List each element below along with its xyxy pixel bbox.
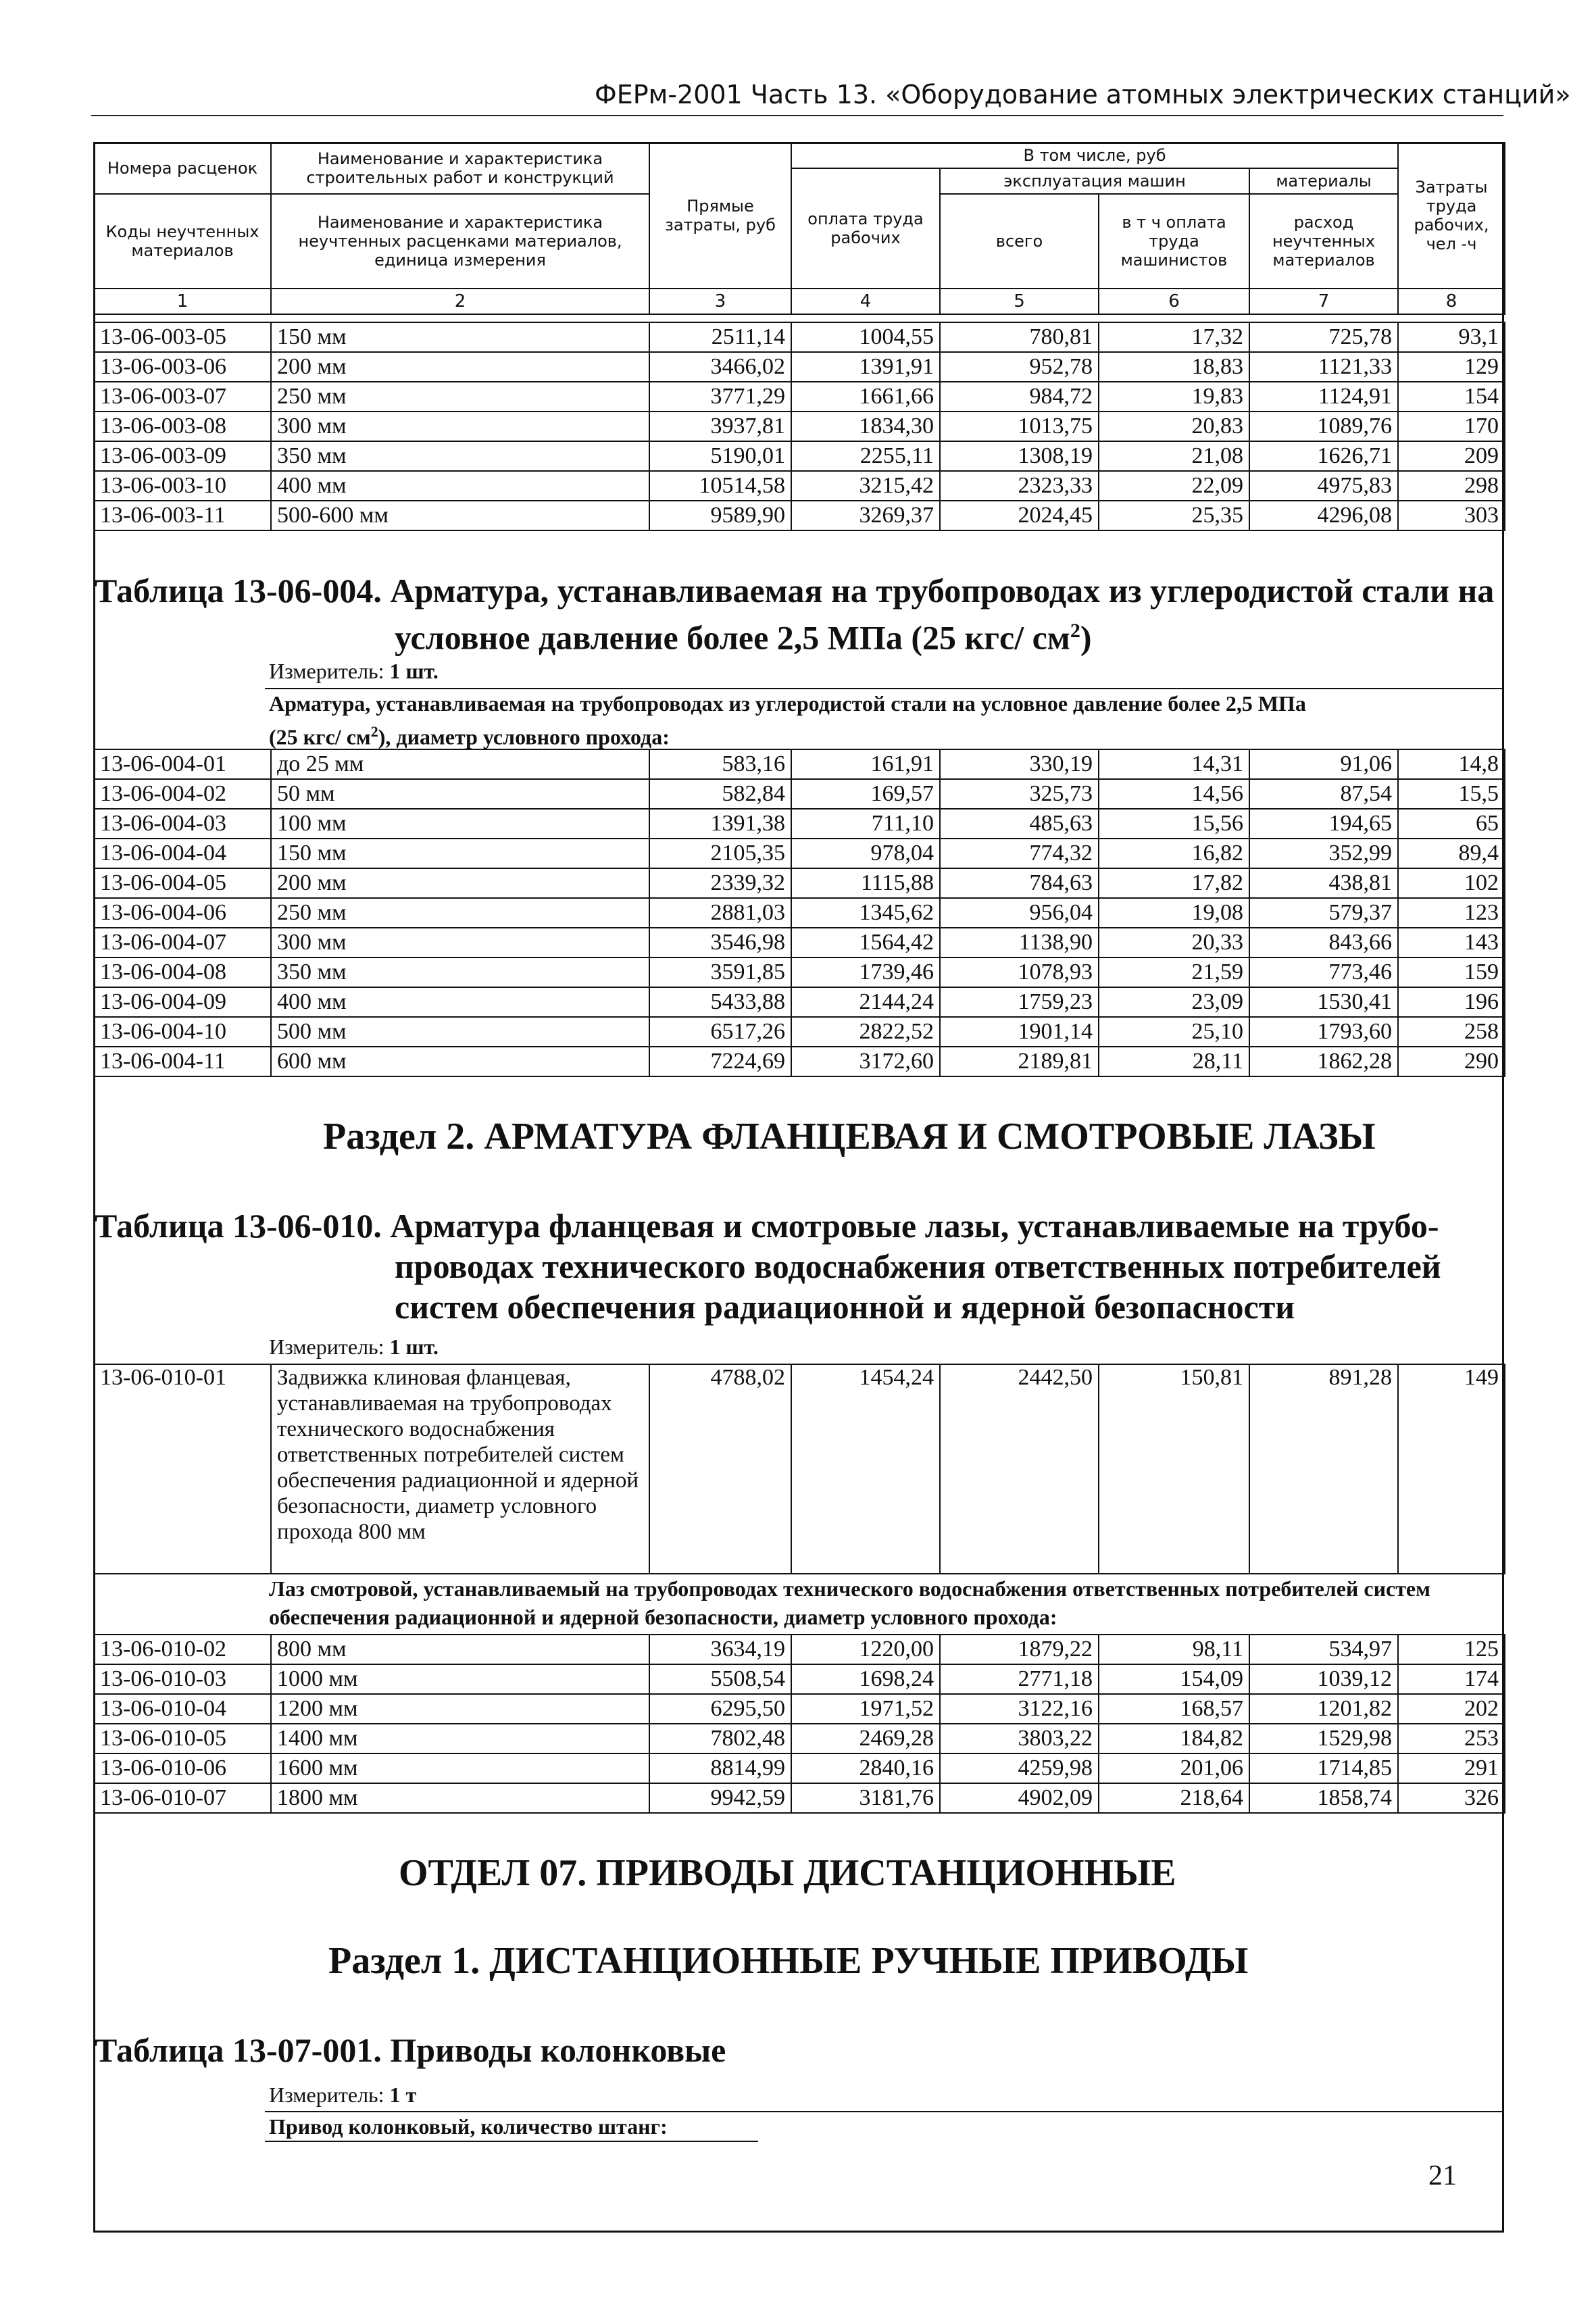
row-machines-total: 4259,98 — [940, 1753, 1099, 1783]
row-machines-total: 956,04 — [940, 898, 1099, 928]
row-materials: 773,46 — [1249, 957, 1398, 987]
row-code: 13-06-004-09 — [94, 987, 271, 1017]
row-machinists: 14,31 — [1099, 749, 1249, 779]
row-labor: 15,5 — [1398, 779, 1505, 809]
row-machinists: 17,82 — [1099, 868, 1249, 898]
row-direct-costs: 3546,98 — [649, 928, 791, 957]
row-materials: 579,37 — [1249, 898, 1398, 928]
table-row — [94, 441, 1505, 471]
row-direct-costs: 3591,85 — [649, 957, 791, 987]
row-machines-total: 780,81 — [940, 322, 1099, 352]
row-machines-total: 2771,18 — [940, 1664, 1099, 1694]
row-labor: 154 — [1398, 382, 1505, 412]
row-materials: 1529,98 — [1249, 1724, 1398, 1753]
row-labor: 209 — [1398, 441, 1505, 471]
row-name: 250 мм — [271, 382, 649, 412]
row-name: 500 мм — [271, 1017, 649, 1047]
row-machinists: 218,64 — [1099, 1783, 1249, 1813]
col-head-wages: оплата труда рабочих — [791, 168, 940, 289]
row-labor: 258 — [1398, 1017, 1505, 1047]
row-direct-costs: 4788,02 — [649, 1364, 791, 1574]
row-wages: 2840,16 — [791, 1753, 940, 1783]
row-labor: 125 — [1398, 1635, 1505, 1664]
row-direct-costs: 2881,03 — [649, 898, 791, 928]
col-head-codes: Номера расценок — [94, 143, 271, 194]
row-direct-costs: 3634,19 — [649, 1635, 791, 1664]
row-materials: 1121,33 — [1249, 352, 1398, 382]
row-labor: 14,8 — [1398, 749, 1505, 779]
row-code: 13-06-004-01 — [94, 749, 271, 779]
row-materials: 1626,71 — [1249, 441, 1398, 471]
row-machines-total: 1078,93 — [940, 957, 1099, 987]
row-name: 200 мм — [271, 868, 649, 898]
row-name: до 25 мм — [271, 749, 649, 779]
row-labor: 196 — [1398, 987, 1505, 1017]
table-004-group-heading: Арматура, устанавливаемая на трубопроводах из углеродистой стали на условное давление более 2,5 МПа (25 кгс/ $см^2$), диаметр условного прохода: — [269, 691, 1306, 749]
row-direct-costs: 3937,81 — [649, 412, 791, 441]
row-code: 13-06-003-09 — [94, 441, 271, 471]
row-direct-costs: 2511,14 — [649, 322, 791, 352]
row-materials: 891,28 — [1249, 1364, 1398, 1574]
table-row — [94, 1694, 1505, 1724]
row-code: 13-06-004-05 — [94, 868, 271, 898]
row-code: 13-06-003-06 — [94, 352, 271, 382]
row-wages: 1454,24 — [791, 1364, 940, 1574]
table-row — [94, 957, 1505, 987]
row-name: 500-600 мм — [271, 501, 649, 530]
table-row — [94, 928, 1505, 957]
row-machines-total: 2323,33 — [940, 471, 1099, 501]
table-07-001-group-heading: Привод колонковый, количество штанг: — [269, 2114, 668, 2139]
row-machinists: 18,83 — [1099, 352, 1249, 382]
row-name: 1600 мм — [271, 1753, 649, 1783]
row-code: 13-06-004-11 — [94, 1047, 271, 1076]
row-machinists: 150,81 — [1099, 1364, 1249, 1574]
table-row — [94, 1664, 1505, 1694]
col-head-name-materials: Наименование и характеристика неучтенных расценками материалов, единица измерения — [271, 194, 649, 289]
row-code: 13-06-004-06 — [94, 898, 271, 928]
row-materials: 1714,85 — [1249, 1753, 1398, 1783]
row-machines-total: 3122,16 — [940, 1694, 1099, 1724]
row-machinists: 17,32 — [1099, 322, 1249, 352]
row-direct-costs: 582,84 — [649, 779, 791, 809]
col-head-materials: материалы — [1249, 168, 1398, 194]
row-code: 13-06-010-02 — [94, 1635, 271, 1664]
table-004-title-2: условное давление более 2,5 МПа (25 кгс/ $см^2$) — [395, 618, 1092, 657]
table-010-first-row — [93, 1364, 1505, 1574]
row-code: 13-06-010-01 — [94, 1364, 271, 1574]
row-materials: 534,97 — [1249, 1635, 1398, 1664]
table-row — [94, 809, 1505, 839]
row-wages: 3215,42 — [791, 471, 940, 501]
col-num: 2 — [271, 289, 649, 314]
row-machines-total: 774,32 — [940, 839, 1099, 868]
row-materials: 4975,83 — [1249, 471, 1398, 501]
row-name: 350 мм — [271, 957, 649, 987]
row-wages: 2822,52 — [791, 1017, 940, 1047]
row-machines-total: 1013,75 — [940, 412, 1099, 441]
row-machinists: 21,59 — [1099, 957, 1249, 987]
row-materials: 4296,08 — [1249, 501, 1398, 530]
row-materials: 1530,41 — [1249, 987, 1398, 1017]
row-labor: 123 — [1398, 898, 1505, 928]
col-head-machines: эксплуатация машин — [940, 168, 1249, 194]
table-row — [94, 322, 1505, 352]
row-labor: 143 — [1398, 928, 1505, 957]
table-row — [94, 868, 1505, 898]
row-name: 150 мм — [271, 322, 649, 352]
row-materials: 1793,60 — [1249, 1017, 1398, 1047]
row-labor: 174 — [1398, 1664, 1505, 1694]
row-wages: 1345,62 — [791, 898, 940, 928]
row-materials: 843,66 — [1249, 928, 1398, 957]
table-010-title-3: систем обеспечения радиационной и ядерной безопасности — [395, 1288, 1295, 1326]
table-13-06-004 — [93, 749, 1505, 1077]
row-wages: 1698,24 — [791, 1664, 940, 1694]
row-materials: 87,54 — [1249, 779, 1398, 809]
row-machines-total: 2189,81 — [940, 1047, 1099, 1076]
row-machinists: 16,82 — [1099, 839, 1249, 868]
row-direct-costs: 8814,99 — [649, 1753, 791, 1783]
row-wages: 3172,60 — [791, 1047, 940, 1076]
col-head-material-use: расход неучтенных материалов — [1249, 194, 1398, 289]
row-materials: 1039,12 — [1249, 1664, 1398, 1694]
row-wages: 1004,55 — [791, 322, 940, 352]
table-13-06-003 — [93, 322, 1505, 531]
row-machines-total: 3803,22 — [940, 1724, 1099, 1753]
row-machinists: 15,56 — [1099, 809, 1249, 839]
row-materials: 438,81 — [1249, 868, 1398, 898]
row-direct-costs: 583,16 — [649, 749, 791, 779]
row-materials: 194,65 — [1249, 809, 1398, 839]
row-wages: 161,91 — [791, 749, 940, 779]
row-labor: 89,4 — [1398, 839, 1505, 868]
row-machinists: 19,83 — [1099, 382, 1249, 412]
row-direct-costs: 3466,02 — [649, 352, 791, 382]
row-code: 13-06-003-05 — [94, 322, 271, 352]
table-row — [94, 987, 1505, 1017]
row-code: 13-06-004-10 — [94, 1017, 271, 1047]
section-1-title: Раздел 1. ДИСТАНЦИОННЫЕ РУЧНЫЕ ПРИВОДЫ — [328, 1940, 1249, 1982]
row-machines-total: 485,63 — [940, 809, 1099, 839]
row-materials: 1858,74 — [1249, 1783, 1398, 1813]
row-name: 300 мм — [271, 412, 649, 441]
row-machines-total: 1138,90 — [940, 928, 1099, 957]
table-row — [94, 749, 1505, 779]
table-07-001-title: Таблица 13-07-001. Приводы колонковые — [95, 2031, 726, 2069]
table-010-measure: Измеритель: 1 шт. — [269, 1335, 439, 1359]
col-num: 7 — [1249, 289, 1398, 314]
table-row — [94, 1753, 1505, 1783]
row-machinists: 98,11 — [1099, 1635, 1249, 1664]
row-materials: 1089,76 — [1249, 412, 1398, 441]
row-wages: 2469,28 — [791, 1724, 940, 1753]
row-machines-total: 2024,45 — [940, 501, 1099, 530]
row-machinists: 168,57 — [1099, 1694, 1249, 1724]
col-num: 4 — [791, 289, 940, 314]
row-machines-total: 330,19 — [940, 749, 1099, 779]
row-name: 50 мм — [271, 779, 649, 809]
row-code: 13-06-010-03 — [94, 1664, 271, 1694]
row-direct-costs: 1391,38 — [649, 809, 791, 839]
row-name: 400 мм — [271, 471, 649, 501]
table-010-title-2: проводах технического водоснабжения ответственных потребителей — [395, 1247, 1441, 1285]
row-wages: 1115,88 — [791, 868, 940, 898]
row-code: 13-06-003-07 — [94, 382, 271, 412]
row-wages: 2255,11 — [791, 441, 940, 471]
row-name: 300 мм — [271, 928, 649, 957]
row-machines-total: 2442,50 — [940, 1364, 1099, 1574]
row-code: 13-06-004-04 — [94, 839, 271, 868]
row-name: 400 мм — [271, 987, 649, 1017]
col-head-name: Наименование и характеристика строительных работ и конструкций — [271, 143, 649, 194]
row-direct-costs: 5433,88 — [649, 987, 791, 1017]
row-code: 13-06-003-08 — [94, 412, 271, 441]
row-machinists: 23,09 — [1099, 987, 1249, 1017]
header-rule — [91, 115, 1503, 116]
col-head-machinists: в т ч оплата труда машинистов — [1099, 194, 1249, 289]
col-num: 5 — [940, 289, 1099, 314]
row-materials: 352,99 — [1249, 839, 1398, 868]
table-010-group-heading: Лаз смотровой, устанавливаемый на трубопроводах технического водоснабжения ответственных потребителей систем обеспечения радиационной и ядерной безопасности, диаметр условного прохода: — [269, 1576, 1430, 1629]
row-machinists: 28,11 — [1099, 1047, 1249, 1076]
row-machinists: 154,09 — [1099, 1664, 1249, 1694]
row-wages: 3269,37 — [791, 501, 940, 530]
col-num: 1 — [94, 289, 271, 314]
col-head-codes-materials: Коды неучтенных материалов — [94, 194, 271, 289]
table-row — [94, 471, 1505, 501]
row-direct-costs: 2339,32 — [649, 868, 791, 898]
row-machinists: 201,06 — [1099, 1753, 1249, 1783]
row-name: 250 мм — [271, 898, 649, 928]
row-wages: 169,57 — [791, 779, 940, 809]
table-row — [94, 1635, 1505, 1664]
row-direct-costs: 5190,01 — [649, 441, 791, 471]
table-row — [94, 1783, 1505, 1813]
row-machinists: 20,83 — [1099, 412, 1249, 441]
section-2-title: Раздел 2. АРМАТУРА ФЛАНЦЕВАЯ И СМОТРОВЫЕ ЛАЗЫ — [323, 1116, 1376, 1158]
table-13-06-010 — [93, 1634, 1505, 1814]
col-head-machines-total: всего — [940, 194, 1099, 289]
row-machinists: 19,08 — [1099, 898, 1249, 928]
row-name: 150 мм — [271, 839, 649, 868]
table-row — [94, 1047, 1505, 1076]
row-labor: 303 — [1398, 501, 1505, 530]
row-machinists: 14,56 — [1099, 779, 1249, 809]
row-labor: 129 — [1398, 352, 1505, 382]
row-name: 1000 мм — [271, 1664, 649, 1694]
col-head-group: В том числе, руб — [791, 143, 1398, 168]
row-machines-total: 984,72 — [940, 382, 1099, 412]
table-row — [94, 382, 1505, 412]
row-labor: 159 — [1398, 957, 1505, 987]
row-machines-total: 1308,19 — [940, 441, 1099, 471]
row-name: 350 мм — [271, 441, 649, 471]
row-code: 13-06-010-06 — [94, 1753, 271, 1783]
row-labor: 102 — [1398, 868, 1505, 898]
dept-07-title: ОТДЕЛ 07. ПРИВОДЫ ДИСТАНЦИОННЫЕ — [399, 1852, 1176, 1894]
row-name: 1400 мм — [271, 1724, 649, 1753]
row-name: 200 мм — [271, 352, 649, 382]
row-direct-costs: 7224,69 — [649, 1047, 791, 1076]
row-labor: 202 — [1398, 1694, 1505, 1724]
row-code: 13-06-004-02 — [94, 779, 271, 809]
row-code: 13-06-004-03 — [94, 809, 271, 839]
row-materials: 725,78 — [1249, 322, 1398, 352]
row-direct-costs: 7802,48 — [649, 1724, 791, 1753]
row-machines-total: 784,63 — [940, 868, 1099, 898]
table-row — [94, 839, 1505, 868]
row-materials: 91,06 — [1249, 749, 1398, 779]
row-direct-costs: 2105,35 — [649, 839, 791, 868]
row-materials: 1124,91 — [1249, 382, 1398, 412]
row-code: 13-06-003-11 — [94, 501, 271, 530]
col-head-labor: Затраты труда рабочих, чел -ч — [1398, 143, 1505, 289]
row-labor: 291 — [1398, 1753, 1505, 1783]
row-name: 100 мм — [271, 809, 649, 839]
row-machines-total: 1759,23 — [940, 987, 1099, 1017]
row-machines-total: 1879,22 — [940, 1635, 1099, 1664]
table-row — [94, 779, 1505, 809]
row-wages: 1220,00 — [791, 1635, 940, 1664]
row-name: 600 мм — [271, 1047, 649, 1076]
row-name: Задвижка клиновая фланцевая, устанавливаемая на трубопроводах технического водоснабжения ответственных потребителей систем обеспечения радиационной и ядерной безопасности, диаметр условного прохода 800 мм — [271, 1364, 649, 1574]
row-machinists: 22,09 — [1099, 471, 1249, 501]
row-direct-costs: 5508,54 — [649, 1664, 791, 1694]
table-row — [94, 1017, 1505, 1047]
row-direct-costs: 9589,90 — [649, 501, 791, 530]
page-number: 21 — [1428, 2160, 1457, 2191]
row-direct-costs: 10514,58 — [649, 471, 791, 501]
table-07-001-measure: Измеритель: 1 т — [269, 2083, 417, 2107]
table-004-measure: Измеритель: 1 шт. — [269, 659, 439, 683]
running-header: ФЕРм-2001 Часть 13. «Оборудование атомных электрических станций» — [595, 80, 1571, 109]
row-direct-costs: 3771,29 — [649, 382, 791, 412]
row-materials: 1201,82 — [1249, 1694, 1398, 1724]
row-wages: 2144,24 — [791, 987, 940, 1017]
col-num: 6 — [1099, 289, 1249, 314]
table-010-title-1: Таблица 13-06-010. Арматура фланцевая и смотровые лазы, устанавливаемые на трубо- — [95, 1207, 1439, 1245]
row-machines-total: 4902,09 — [940, 1783, 1099, 1813]
row-wages: 1834,30 — [791, 412, 940, 441]
row-code: 13-06-010-05 — [94, 1724, 271, 1753]
row-wages: 711,10 — [791, 809, 940, 839]
row-wages: 1391,91 — [791, 352, 940, 382]
row-materials: 1862,28 — [1249, 1047, 1398, 1076]
row-code: 13-06-004-07 — [94, 928, 271, 957]
table-row — [94, 501, 1505, 530]
row-labor: 149 — [1398, 1364, 1505, 1574]
row-code: 13-06-010-04 — [94, 1694, 271, 1724]
table-row — [94, 1724, 1505, 1753]
row-labor: 326 — [1398, 1783, 1505, 1813]
col-num: 8 — [1398, 289, 1505, 314]
row-name: 1200 мм — [271, 1694, 649, 1724]
col-head-direct-costs: Прямые затраты, руб — [649, 143, 791, 289]
table-row — [94, 352, 1505, 382]
col-num: 3 — [649, 289, 791, 314]
row-code: 13-06-003-10 — [94, 471, 271, 501]
row-code: 13-06-004-08 — [94, 957, 271, 987]
row-machinists: 184,82 — [1099, 1724, 1249, 1753]
rule — [265, 2141, 758, 2142]
row-name: 800 мм — [271, 1635, 649, 1664]
row-labor: 298 — [1398, 471, 1505, 501]
row-machinists: 21,08 — [1099, 441, 1249, 471]
row-labor: 253 — [1398, 1724, 1505, 1753]
row-name: 1800 мм — [271, 1783, 649, 1813]
row-machinists: 20,33 — [1099, 928, 1249, 957]
row-wages: 1971,52 — [791, 1694, 940, 1724]
row-direct-costs: 6295,50 — [649, 1694, 791, 1724]
row-labor: 93,1 — [1398, 322, 1505, 352]
row-machines-total: 325,73 — [940, 779, 1099, 809]
row-direct-costs: 9942,59 — [649, 1783, 791, 1813]
row-wages: 978,04 — [791, 839, 940, 868]
row-code: 13-06-010-07 — [94, 1783, 271, 1813]
row-machines-total: 1901,14 — [940, 1017, 1099, 1047]
row-machines-total: 952,78 — [940, 352, 1099, 382]
row-direct-costs: 6517,26 — [649, 1017, 791, 1047]
table-004-title-1: Таблица 13-06-004. Арматура, устанавливаемая на трубопроводах из углеродистой стали на — [95, 572, 1495, 609]
table-row — [94, 412, 1505, 441]
row-labor: 170 — [1398, 412, 1505, 441]
row-wages: 1564,42 — [791, 928, 940, 957]
row-wages: 1661,66 — [791, 382, 940, 412]
table-row — [94, 898, 1505, 928]
row-wages: 3181,76 — [791, 1783, 940, 1813]
row-machinists: 25,35 — [1099, 501, 1249, 530]
row-labor: 290 — [1398, 1047, 1505, 1076]
column-header-table — [93, 142, 1505, 315]
row-wages: 1739,46 — [791, 957, 940, 987]
row-labor: 65 — [1398, 809, 1505, 839]
row-machinists: 25,10 — [1099, 1017, 1249, 1047]
